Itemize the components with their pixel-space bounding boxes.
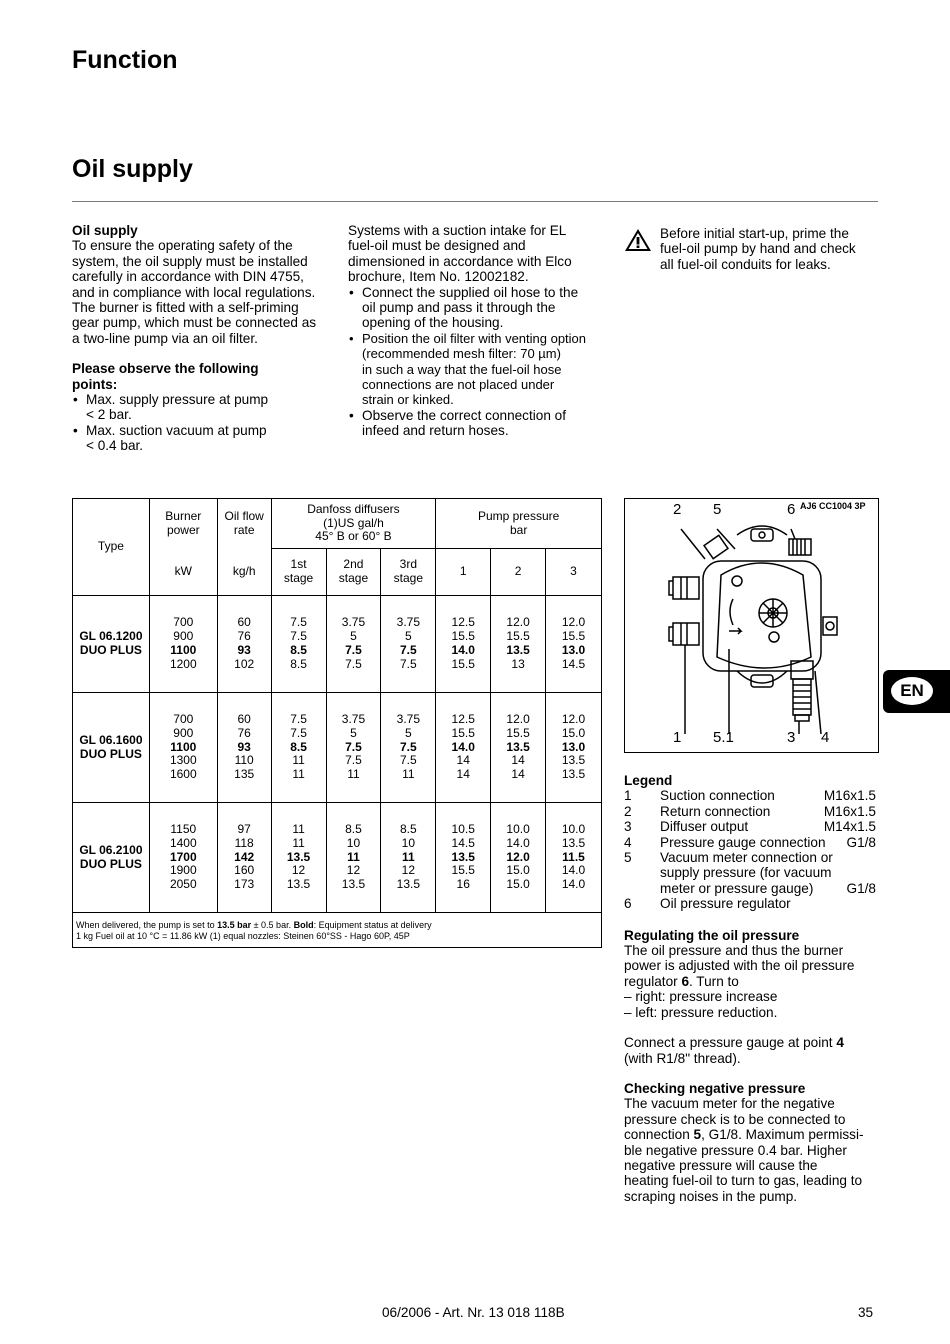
- cell-value: 15.5: [506, 725, 530, 740]
- legend-text: Suction connection: [660, 788, 775, 804]
- cell-value: 12: [291, 863, 306, 878]
- list-item-text: connections are not placed under: [362, 377, 555, 393]
- cell-value: 12.0: [506, 615, 530, 630]
- value-cell-power: [149, 596, 217, 693]
- legend-item: [624, 896, 876, 911]
- cell-value: 60: [237, 711, 251, 726]
- cell-value: 14.0: [561, 863, 586, 878]
- callout-3: 3: [787, 729, 796, 746]
- header-text: stage: [283, 571, 314, 585]
- cell-value: 1300: [169, 753, 197, 768]
- value-cell-p1: [436, 803, 491, 913]
- value-cell-s3: [381, 596, 436, 693]
- col1-text: [72, 223, 334, 454]
- cell-value: 7.5: [290, 725, 307, 740]
- regulating-heading: Regulating the oil pressure: [624, 927, 800, 943]
- cell-value: 12.0: [506, 711, 530, 726]
- col2-line: fuel-oil must be designed and: [348, 238, 526, 254]
- cell-value: 10.5: [451, 821, 475, 836]
- legend-item: [624, 819, 876, 834]
- header-flow: [217, 499, 271, 549]
- cell-value: 118: [234, 835, 254, 850]
- negative-line: scraping noises in the pump.: [624, 1188, 798, 1204]
- legend-number: 3: [624, 819, 632, 835]
- figure-code: AJ6 CC1004 3P: [800, 501, 866, 511]
- cell-value: 12.0: [561, 711, 586, 726]
- oil-pump-diagram: [624, 498, 879, 753]
- cell-value: 13.0: [561, 643, 586, 657]
- cell-value: 11: [347, 767, 360, 782]
- legend-value: M16x1.5: [823, 788, 876, 804]
- cell-value: 102: [234, 656, 255, 671]
- type-name: DUO PLUS: [79, 856, 142, 871]
- value-cell-s1: [271, 693, 326, 803]
- negative-number: 5: [693, 1127, 702, 1143]
- cell-value: 8.5: [290, 643, 307, 657]
- cell-value: 7.5: [345, 753, 362, 768]
- oil-pump-drawing: [625, 499, 878, 752]
- cell-value: 10.0: [506, 821, 530, 836]
- list-item-text: < 2 bar.: [86, 407, 132, 423]
- legend-value: M16x1.5: [823, 803, 876, 819]
- legend-number: 6: [624, 896, 632, 912]
- cell-value: 14.0: [451, 643, 475, 657]
- cell-value: 15.5: [506, 629, 530, 644]
- list-item-text: < 0.4 bar.: [86, 438, 144, 454]
- cell-value: 1200: [169, 656, 197, 671]
- cell-value: 13.5: [451, 849, 475, 864]
- header-text: Danfoss diffusers: [307, 501, 400, 516]
- value-cell-s2: [326, 803, 381, 913]
- negative-line: pressure check is to be connected to: [624, 1111, 846, 1127]
- cell-value: 110: [234, 753, 254, 768]
- cell-value: 13.5: [561, 835, 586, 850]
- cell-value: 13.5: [396, 877, 421, 892]
- list-item: [348, 285, 606, 331]
- cell-value: 14.0: [561, 877, 586, 892]
- cell-value: 8.5: [345, 821, 362, 836]
- cell-value: 11: [292, 821, 305, 836]
- callout-1: 1: [673, 729, 682, 746]
- legend-item: [624, 788, 876, 803]
- cell-value: 11: [292, 753, 305, 768]
- regulating-line: – right: pressure increase: [624, 989, 778, 1005]
- cell-value: 12: [401, 863, 416, 878]
- pump-col-2: 2: [491, 549, 546, 596]
- cell-value: 700: [173, 615, 194, 630]
- unit-kgh: kg/h: [217, 549, 271, 596]
- list-item-text: strain or kinked.: [362, 392, 454, 408]
- negative-line: ble negative pressure 0.4 bar. Higher: [624, 1142, 847, 1158]
- col1-line: To ensure the operating safety of the: [72, 238, 293, 254]
- legend-item: [624, 881, 876, 896]
- cell-value: 10: [346, 835, 361, 850]
- warning-line: fuel-oil pump by hand and check: [660, 241, 856, 257]
- cell-value: 8.5: [290, 739, 307, 754]
- legend-value: M14x1.5: [823, 819, 876, 835]
- header-text: stage: [338, 571, 369, 585]
- cell-value: 97: [237, 821, 251, 836]
- value-cell-s2: [326, 596, 381, 693]
- cell-value: 14.5: [561, 656, 586, 671]
- cell-value: 93: [237, 643, 251, 657]
- legend-text: Vacuum meter connection or: [660, 850, 833, 866]
- legend-item: [624, 865, 876, 880]
- header-text: Burner: [165, 508, 202, 523]
- col1-line: gear pump, which must be connected as: [72, 315, 317, 331]
- list-item-text: • Max. suction vacuum at pump: [86, 422, 267, 438]
- cell-value: 15.5: [451, 725, 475, 740]
- cell-value: 14.0: [451, 739, 475, 754]
- negative-line: negative pressure will cause the: [624, 1157, 818, 1173]
- observe-heading: points:: [72, 376, 118, 392]
- header-text: (1)US gal/h: [323, 515, 384, 530]
- value-cell-s3: [381, 693, 436, 803]
- cell-value: 8.5: [290, 656, 307, 671]
- cell-value: 7.5: [345, 643, 362, 657]
- type-name: GL 06.1600: [79, 732, 143, 747]
- cell-value: 7.5: [345, 739, 362, 754]
- cell-value: 12.0: [506, 849, 530, 864]
- header-pump-pressure: [436, 499, 602, 549]
- cell-value: 3.75: [341, 711, 366, 726]
- cell-value: 900: [173, 725, 194, 740]
- type-name: GL 06.2100: [79, 842, 143, 857]
- cell-value: 7.5: [290, 615, 307, 630]
- cell-value: 14: [456, 767, 470, 782]
- cell-value: 11: [347, 849, 360, 864]
- observe-heading: Please observe the following: [72, 361, 259, 377]
- list-item: [72, 392, 334, 423]
- legend-text: meter or pressure gauge): [660, 880, 814, 896]
- callout-2: 2: [673, 501, 682, 518]
- type-cell: [73, 693, 150, 803]
- cell-value: 76: [237, 629, 251, 644]
- page-title-oil-supply: Oil supply: [72, 155, 193, 183]
- cell-value: 11: [292, 767, 305, 782]
- value-cell-p2: [491, 803, 546, 913]
- language-tab: [883, 670, 950, 713]
- value-cell-s2: [326, 693, 381, 803]
- cell-value: 11: [401, 849, 415, 864]
- section-heading-function: Function: [72, 46, 178, 74]
- col2-line: Systems with a suction intake for EL: [348, 223, 567, 238]
- warning-text: [660, 226, 880, 272]
- negative-heading: Checking negative pressure: [624, 1080, 806, 1096]
- cell-value: 142: [234, 849, 255, 864]
- cell-value: 3.75: [396, 615, 421, 630]
- table-row: [73, 803, 602, 913]
- header-text: power: [166, 522, 200, 537]
- cell-value: 7.5: [345, 656, 362, 671]
- header-text: stage: [393, 571, 424, 585]
- header-text: bar: [509, 522, 528, 537]
- legend-text: supply pressure (for vacuum: [660, 865, 832, 881]
- list-item-text: infeed and return hoses.: [362, 423, 509, 439]
- legend-item: [624, 804, 876, 819]
- pump-col-1: 1: [436, 549, 491, 596]
- value-cell-s1: [271, 803, 326, 913]
- list-item: [348, 331, 606, 408]
- cell-value: 13.5: [341, 877, 366, 892]
- header-text: rate: [233, 522, 255, 537]
- page-number: 35: [858, 1305, 874, 1320]
- cell-value: 3.75: [396, 711, 421, 726]
- cell-value: 700: [173, 711, 194, 726]
- footnote-bold: 13.5 bar: [217, 920, 252, 930]
- col1-line: and in compliance with local regulations.: [72, 284, 316, 300]
- gauge-line: [624, 1035, 876, 1050]
- cell-value: 15.0: [506, 863, 530, 878]
- warning-line: Before initial start-up, prime the: [660, 226, 849, 241]
- cell-value: 7.5: [399, 739, 417, 754]
- col2-text: [348, 223, 606, 439]
- unit-kw: kW: [149, 549, 217, 596]
- type-name: DUO PLUS: [79, 643, 142, 657]
- legend-text: Diffuser output: [660, 819, 749, 835]
- regulating-line: power is adjusted with the oil pressure: [624, 958, 855, 974]
- cell-value: 93: [237, 739, 251, 754]
- warning-triangle-icon: [624, 228, 652, 252]
- legend-value: G1/8: [846, 834, 876, 850]
- header-text: 45° B or 60° B: [315, 529, 392, 544]
- list-item-text: oil pump and pass it through the: [362, 300, 556, 316]
- gauge-line: (with R1/8" thread).: [624, 1050, 741, 1066]
- legend-number: 5: [624, 850, 632, 866]
- value-cell-flow: [217, 803, 271, 913]
- regulating-number: 6: [681, 973, 689, 989]
- value-cell-s3: [381, 803, 436, 913]
- cell-value: 1100: [170, 643, 197, 657]
- cell-value: 10.0: [561, 821, 586, 836]
- header-text: Oil flow: [224, 508, 264, 523]
- cell-value: 15.5: [451, 629, 475, 644]
- header-text: 2nd: [343, 557, 364, 572]
- value-cell-p1: [436, 596, 491, 693]
- table-row: [73, 596, 602, 693]
- cell-value: 13.5: [561, 753, 586, 768]
- cell-value: 173: [234, 877, 255, 892]
- cell-value: 15.0: [561, 725, 586, 740]
- table-row: [73, 693, 602, 803]
- cell-value: 14.5: [451, 835, 475, 850]
- value-cell-power: [149, 803, 217, 913]
- gauge-number: 4: [836, 1035, 844, 1051]
- cell-value: 1400: [169, 835, 197, 850]
- cell-value: 60: [237, 615, 251, 630]
- legend-text: Oil pressure regulator: [660, 896, 791, 912]
- list-item-text: in such a way that the fuel-oil hose: [362, 361, 562, 377]
- col1-line: system, the oil supply must be installed: [72, 253, 308, 269]
- type-name: GL 06.1200: [79, 629, 143, 644]
- col2-line: dimensioned in accordance with Elco: [348, 253, 572, 269]
- stage-1: [271, 549, 326, 596]
- cell-value: 13.5: [561, 767, 586, 782]
- footnote-text: : Equipment status at delivery: [313, 920, 432, 930]
- cell-value: 15.5: [451, 656, 475, 671]
- cell-value: 12.5: [451, 615, 475, 630]
- cell-value: 5: [350, 725, 357, 740]
- value-cell-flow: [217, 693, 271, 803]
- legend-item: [624, 850, 876, 865]
- cell-value: 1900: [169, 863, 197, 878]
- footnote-text: 1 kg Fuel oil at 10 °C = 11.86 kW (1) equal nozzles: Steinen 60°SS - Hago 60P, 45P: [76, 930, 410, 941]
- table-footnote: [73, 913, 602, 948]
- gauge-text: Connect a pressure gauge at point: [624, 1035, 837, 1051]
- header-text: 1st: [290, 557, 307, 572]
- cell-value: 7.5: [399, 656, 417, 671]
- legend-text: Pressure gauge connection: [660, 834, 826, 850]
- value-cell-power: [149, 693, 217, 803]
- list-item-text: • Position the oil filter with venting option: [362, 330, 587, 346]
- cell-value: 7.5: [290, 711, 307, 726]
- list-item: [348, 408, 606, 439]
- cell-value: 5: [350, 629, 357, 644]
- pump-col-3: 3: [546, 549, 602, 596]
- cell-value: 14.0: [506, 835, 530, 850]
- list-item: [72, 423, 334, 454]
- cell-value: 13.5: [506, 739, 530, 754]
- language-tab-label: EN: [891, 677, 933, 705]
- cell-value: 11: [292, 835, 305, 850]
- cell-value: 76: [237, 725, 251, 740]
- cell-value: 13.0: [561, 739, 586, 754]
- col1-line: The burner is fitted with a self-priming: [72, 300, 299, 316]
- cell-value: 11.5: [562, 849, 585, 864]
- callout-4: 4: [821, 729, 830, 746]
- value-cell-s1: [271, 596, 326, 693]
- cell-value: 1600: [169, 767, 197, 782]
- cell-value: 7.5: [399, 643, 417, 657]
- list-item-text: • Connect the supplied oil hose to the: [362, 284, 579, 300]
- list-item-text: • Observe the correct connection of: [362, 407, 567, 423]
- callout-5-1: 5.1: [713, 729, 734, 746]
- cell-value: 160: [234, 863, 255, 878]
- cell-value: 14: [511, 753, 525, 768]
- col1-line: a two-line pump via an oil filter.: [72, 330, 258, 346]
- value-cell-flow: [217, 596, 271, 693]
- cell-value: 900: [173, 629, 194, 644]
- legend-number: 1: [624, 788, 632, 804]
- divider: [72, 201, 878, 202]
- header-type: Type: [73, 499, 150, 596]
- value-cell-p2: [491, 596, 546, 693]
- regulating-text: . Turn to: [689, 973, 739, 989]
- cell-value: 11: [402, 767, 415, 782]
- callout-6: 6: [787, 501, 796, 518]
- cell-value: 3.75: [341, 615, 366, 630]
- cell-value: 5: [404, 725, 412, 740]
- negative-line: heating fuel-oil to turn to gas, leading to: [624, 1173, 863, 1189]
- regulating-line: The oil pressure and thus the burner: [624, 943, 844, 959]
- cell-value: 13: [511, 656, 525, 671]
- cell-value: 12: [346, 863, 361, 878]
- value-cell-p1: [436, 693, 491, 803]
- negative-line: The vacuum meter for the negative: [624, 1096, 835, 1112]
- header-text: Pump pressure: [477, 508, 560, 523]
- type-name: DUO PLUS: [79, 746, 142, 761]
- cell-value: 135: [234, 767, 255, 782]
- cell-value: 14: [456, 753, 470, 768]
- cell-value: 1100: [170, 739, 197, 754]
- footer-article: 06/2006 - Art. Nr. 13 018 118B: [382, 1305, 565, 1320]
- legend-number: 4: [624, 834, 632, 850]
- cell-value: 13.5: [506, 643, 530, 657]
- footnote-text: When delivered, the pump is set to: [76, 920, 218, 930]
- legend: [624, 773, 876, 1204]
- list-item-text: (recommended mesh filter: 70 µm): [362, 346, 561, 362]
- cell-value: 8.5: [399, 821, 417, 836]
- col1-line: carefully in accordance with DIN 4755,: [72, 269, 304, 285]
- cell-value: 7.5: [290, 629, 307, 644]
- warning-line: all fuel-oil conduits for leaks.: [660, 256, 831, 272]
- cell-value: 13.5: [286, 877, 311, 892]
- value-cell-p3: [546, 693, 602, 803]
- negative-text: connection: [624, 1127, 694, 1143]
- regulating-line: – left: pressure reduction.: [624, 1004, 778, 1020]
- cell-value: 13.5: [286, 849, 311, 864]
- footnote-bold: Bold: [293, 920, 314, 930]
- value-cell-p3: [546, 803, 602, 913]
- regulating-text: regulator: [624, 973, 682, 989]
- cell-value: 7.5: [399, 753, 417, 768]
- cell-value: 15.5: [561, 629, 586, 644]
- pump-pressure-table: [72, 498, 602, 948]
- cell-value: 15.0: [506, 877, 530, 892]
- footnote-text: ± 0.5 bar.: [251, 920, 294, 930]
- cell-value: 14: [511, 767, 525, 782]
- type-cell: [73, 803, 150, 913]
- header-power: [149, 499, 217, 549]
- stage-2: [326, 549, 381, 596]
- negative-line: [624, 1127, 876, 1142]
- cell-value: 2050: [169, 877, 197, 892]
- col1-subhead: Oil supply: [72, 223, 138, 238]
- cell-value: 15.5: [451, 863, 475, 878]
- callout-5: 5: [713, 501, 722, 518]
- list-item-text: opening of the housing.: [362, 315, 504, 331]
- value-cell-p3: [546, 596, 602, 693]
- cell-value: 16: [456, 877, 470, 892]
- cell-value: 10: [401, 835, 416, 850]
- cell-value: 5: [404, 629, 412, 644]
- cell-value: 1700: [169, 849, 197, 864]
- header-text: 3rd: [399, 557, 417, 572]
- header-diffusers: [271, 499, 436, 549]
- list-item-text: • Max. supply pressure at pump: [86, 392, 269, 408]
- legend-item: [624, 835, 876, 850]
- cell-value: 12.0: [561, 615, 586, 630]
- legend-title: Legend: [624, 773, 673, 788]
- regulating-line: [624, 974, 876, 989]
- col2-line: brochure, Item No. 12002182.: [348, 269, 529, 285]
- legend-text: Return connection: [660, 803, 771, 819]
- negative-text: , G1/8. Maximum permissi-: [701, 1127, 864, 1143]
- legend-number: 2: [624, 803, 632, 819]
- cell-value: 12.5: [451, 711, 475, 726]
- type-cell: [73, 596, 150, 693]
- cell-value: 1150: [170, 821, 197, 836]
- value-cell-p2: [491, 693, 546, 803]
- legend-value: G1/8: [846, 880, 876, 896]
- stage-3: [381, 549, 436, 596]
